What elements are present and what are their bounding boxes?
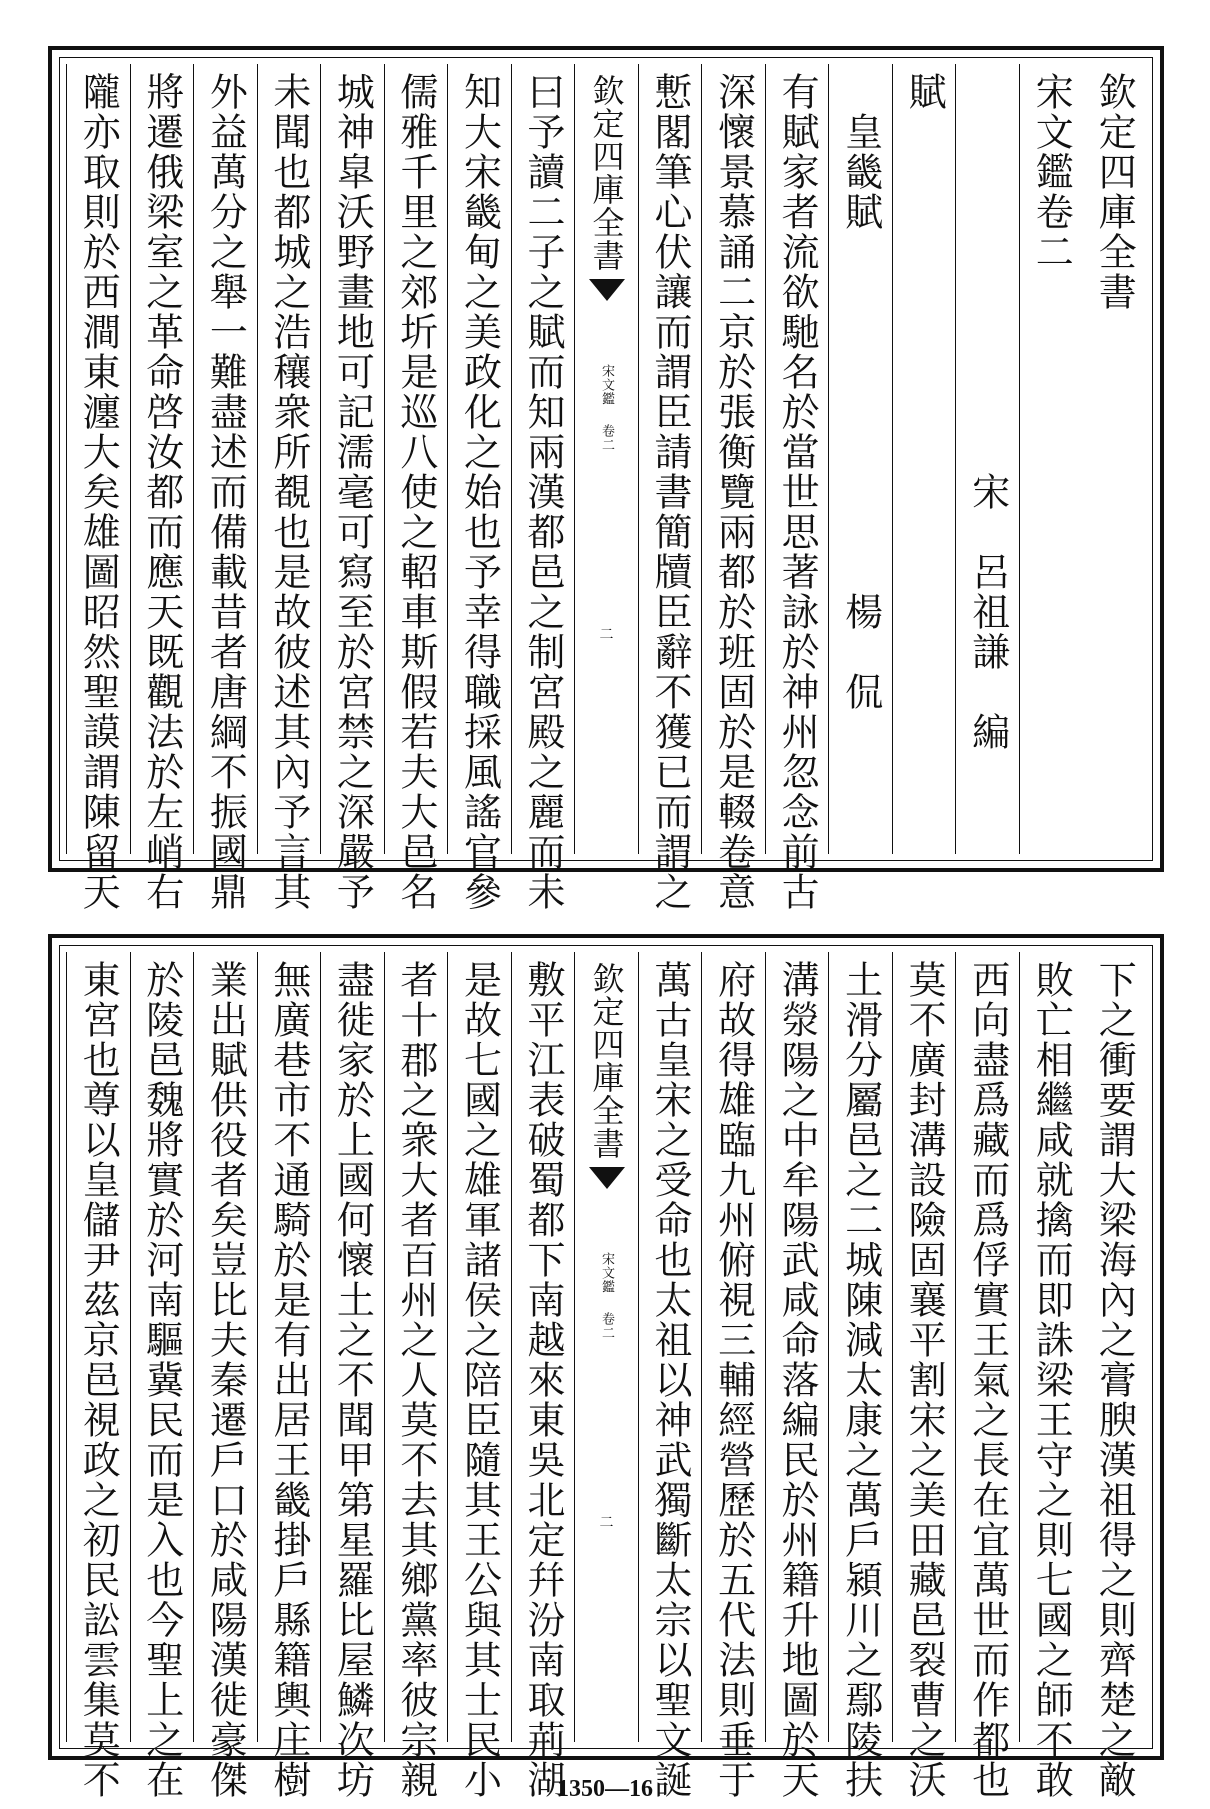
column-text: 慙閣筆心伏讓而謂臣請書簡牘臣辭不獲已而謂之 xyxy=(648,72,693,912)
text-column xyxy=(257,64,321,912)
text-column xyxy=(384,64,448,912)
text-column xyxy=(1019,952,1083,1800)
column-text: 外益萬分之舉一難盡述而備載昔者唐綱不振國鼎 xyxy=(203,72,248,912)
text-column xyxy=(447,64,511,912)
text-column xyxy=(193,952,257,1800)
column-text: 是故七國之雄軍諸侯之陪臣隨其王公與其士民小 xyxy=(457,960,502,1800)
column-text: 儒雅千里之郊圻是巡八使之軺車斯假若夫大邑名 xyxy=(393,72,438,912)
text-column xyxy=(955,64,1019,854)
column-text: 宋文鑑卷二 xyxy=(1029,72,1074,272)
text-column xyxy=(447,952,511,1800)
text-column xyxy=(892,952,956,1800)
text-column xyxy=(66,952,130,1800)
column-text: 敗亡相繼咸就擒而即誅梁王守之則七國之師不敢 xyxy=(1029,960,1074,1800)
text-column xyxy=(193,64,257,912)
text-column xyxy=(384,952,448,1800)
column-text: 業出賦供役者矣豈比夫秦遷戶口於咸陽漢徙豪傑 xyxy=(203,960,248,1800)
fold-volume: 卷二 xyxy=(599,1312,614,1340)
text-column xyxy=(257,952,321,1800)
column-text: 敷平江表破蜀都下南越來東吳北定幷汾南取荊湖 xyxy=(520,960,565,1800)
text-column xyxy=(1082,64,1146,854)
fold-header: 欽定四庫全書 xyxy=(587,962,626,1160)
column-text: 城神皐沃野畫地可記濡毫可寫至於宮禁之深嚴予 xyxy=(330,72,375,912)
column-text: 溝滎陽之中牟陽武咸命落編民於州籍升地圖於天 xyxy=(775,960,820,1800)
text-column xyxy=(765,952,829,1800)
text-column xyxy=(638,64,702,912)
fold-page-number: 二 xyxy=(599,1515,614,1531)
top-page-panel xyxy=(48,46,1164,912)
text-column xyxy=(638,952,702,1800)
fishtail-mark-icon xyxy=(589,279,625,301)
text-column xyxy=(828,952,892,1800)
text-column xyxy=(130,64,194,912)
page-number-footer: 1350—16 xyxy=(557,1776,653,1802)
column-text: 欽定四庫全書 xyxy=(1092,72,1137,312)
center-fold-column xyxy=(574,952,638,1742)
text-column xyxy=(701,64,765,912)
fold-header: 欽定四庫全書 xyxy=(587,74,626,272)
column-text: 下之衝要謂大梁海內之膏腴漢祖得之則齊楚之敵 xyxy=(1092,960,1137,1800)
text-column xyxy=(511,64,575,912)
column-text: 莫不廣封溝設險固襄平割宋之美田藏邑裂曹之沃 xyxy=(902,960,947,1800)
column-text: 未聞也都城之浩穰衆所覩也是故彼述其內予言其 xyxy=(266,72,311,912)
text-column xyxy=(765,64,829,912)
fishtail-mark-icon xyxy=(589,1167,625,1189)
text-column xyxy=(828,64,892,854)
text-column xyxy=(892,64,956,854)
column-text: 將遷俄梁室之革命啓汝都而應天既觀法於左峭右 xyxy=(139,72,184,912)
column-text: 土滑分屬邑之二城陳減太康之萬戶潁川之鄢陵扶 xyxy=(838,960,883,1800)
column-text: 無廣巷市不通騎於是有出居王畿掛戶縣籍輿庄樹 xyxy=(266,960,311,1800)
fold-book-title: 宋文鑑 xyxy=(599,364,614,406)
fold-volume: 卷二 xyxy=(599,424,614,452)
column-text: 深懷景慕誦二京於張衡覽兩都於班固於是輟卷意 xyxy=(711,72,756,912)
text-column xyxy=(320,952,384,1800)
fold-book-title: 宋文鑑 xyxy=(599,1252,614,1294)
column-text: 曰予讀二子之賦而知兩漢都邑之制宮殿之麗而未 xyxy=(520,72,565,912)
column-text: 賦 xyxy=(902,72,947,112)
text-column xyxy=(320,64,384,912)
column-text: 宋 呂祖謙 編 xyxy=(965,72,1010,752)
text-column xyxy=(701,952,765,1800)
text-column xyxy=(1019,64,1083,854)
text-column xyxy=(66,64,130,912)
fold-page-number: 二 xyxy=(599,627,614,643)
column-text: 東宮也尊以皇儲尹茲京邑視政之初民訟雲集莫不 xyxy=(76,960,121,1800)
column-text: 知大宋畿甸之美政化之始也予幸得職採風謠官參 xyxy=(457,72,502,912)
column-text: 萬古皇宋之受命也太祖以神武獨斷太宗以聖文誕 xyxy=(648,960,693,1800)
column-text: 府故得雄臨九州俯視三輔經營歷於五代法則垂于 xyxy=(711,960,756,1800)
column-text: 者十郡之衆大者百州之人莫不去其鄉黨率彼宗親 xyxy=(393,960,438,1800)
text-column xyxy=(130,952,194,1800)
column-text: 隴亦取則於西澗東瀍大矣雄圖昭然聖謨謂陳留天 xyxy=(76,72,121,912)
column-text: 於陵邑魏將實於河南驅冀民而是入也今聖上之在 xyxy=(139,960,184,1800)
text-column xyxy=(511,952,575,1800)
column-text: 西向盡爲藏而爲俘實王氣之長在宜萬世而作都也 xyxy=(965,960,1010,1800)
text-column xyxy=(1082,952,1146,1800)
text-column xyxy=(955,952,1019,1800)
column-text: 有賦家者流欲馳名於當世思著詠於神州忽念前古 xyxy=(775,72,820,912)
column-text: 皇畿賦 楊 侃 xyxy=(838,72,883,712)
column-text: 盡徙家於上國何懷土之不聞甲第星羅比屋鱗次坊 xyxy=(330,960,375,1800)
center-fold-column xyxy=(574,64,638,854)
